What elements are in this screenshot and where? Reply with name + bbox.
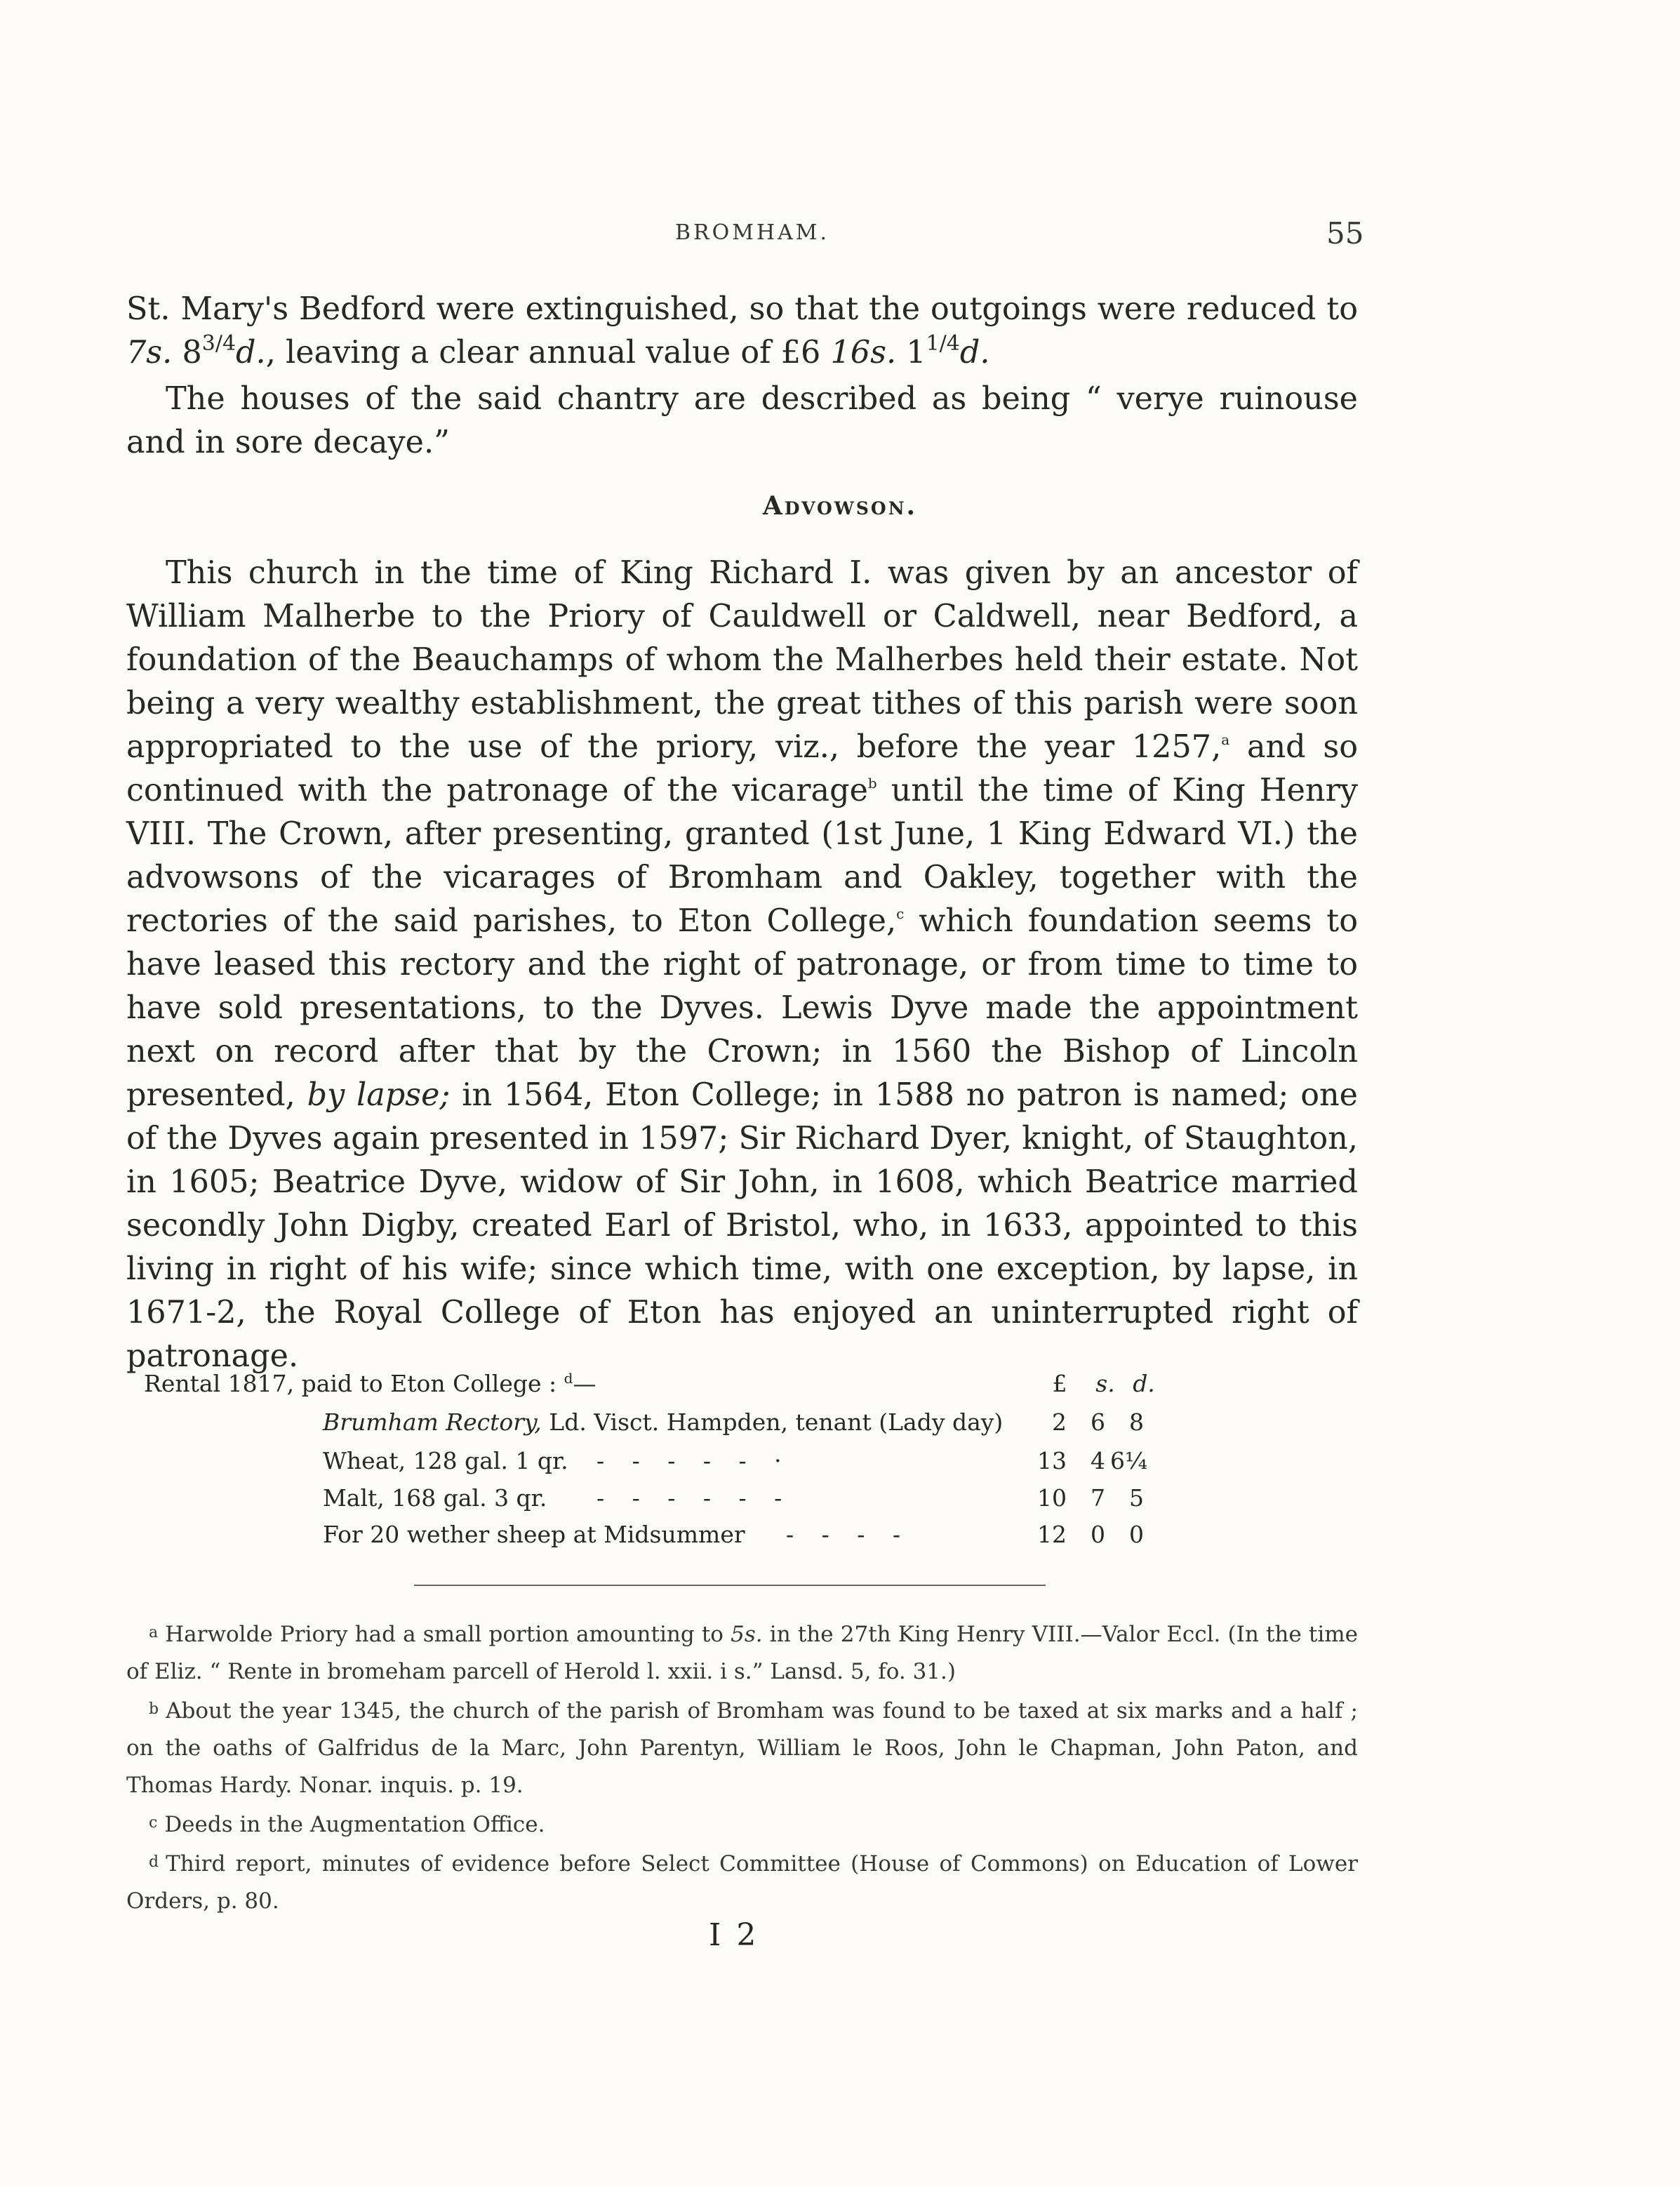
- signature-mark: I 2: [709, 1917, 759, 1953]
- footnote-ref-a: a: [1221, 731, 1230, 748]
- running-title: BROMHAM.: [675, 220, 830, 245]
- footnotes: [126, 1614, 1358, 1920]
- fraction-three-quarters: 3/4: [201, 331, 236, 356]
- rental-table: [0, 1370, 1680, 1552]
- rental-intro: Rental 1817, paid to Eton College : $^d$—: [144, 1370, 596, 1397]
- table-row: Malt, 168 gal. 3 qr. - - - - - - 10 7 5: [323, 1484, 1144, 1512]
- footnote-a: a Harwolde Priory had a small portion amounting to 5s. in the 27th King Henry VIII.—Valor Eccl. (In the time of Eliz. “ Rente in bromeham parcell of Herold l. xxii. i s.” Lansd. 5, fo. 31.): [126, 1622, 1358, 1684]
- column-head-pence: d.: [1133, 1370, 1155, 1397]
- column-head-pounds: £: [1052, 1370, 1067, 1397]
- paragraph-advowson: This church in the time of King Richard I. was given by an ancestor of William Malherbe to the Priory of Cauldwell or Caldwell, near Bedford, a foundation of the Beauchamps of whom the Malherbes held their estate. Not being a very wealthy establishment, the great tithes of this parish were soon appropriated to the use of the priory, viz., before the year 1257,$^a$ and so continued with the patronage of the vicarage$^b$ until the time of King Henry VIII. The Crown, after presenting, granted (1st June, 1 King Edward VI.) the advowsons of the vicarages of Bromham and Oakley, together with the rectories of the said parishes, to Eton College,$^c$ which foundation seems to have leased this rectory and the right of patronage, or from time to time to have sold presentations, to the Dyves. Lewis Dyve made the appointment next on record after that by the Crown; in 1560 the Bishop of Lincoln presented, by lapse; in 1564, Eton College; in 1588 no patron is named; one of the Dyves again presented in 1597; Sir Richard Dyer, knight, of Staughton, in 1605; Beatrice Dyve, widow of Sir John, in 1608, which Beatrice married secondly John Digby, created Earl of Bristol, who, in 1633, appointed to this living in right of his wife; since which time, with one exception, by lapse, in 1671-2, the Royal College of Eton has enjoyed an uninterrupted right of patronage.: [126, 555, 1359, 1374]
- footnote-b: b About the year 1345, the church of the parish of Bromham was found to be taxed at six marks and a half ; on the oaths of Galfridus de la Marc, John Parentyn, William le Roos, John le Chapman, John Paton, and Thomas Hardy. Nonar. inquis. p. 19.: [126, 1698, 1358, 1798]
- footnote-ref-b: b: [867, 775, 877, 792]
- page-number: 55: [1326, 216, 1364, 251]
- paragraph-continuation: St. Mary's Bedford were extinguished, so that the outgoings were reduced to 7s. $8^{3/4}d$., leaving a clear annual value of £6 16s. $1^{1/4}d$.: [126, 291, 1358, 371]
- section-heading-advowson: Advowson.: [762, 491, 918, 521]
- footnote-d: d Third report, minutes of evidence before Select Committee (House of Commons) on Education of Lower Orders, p. 80.: [126, 1851, 1358, 1914]
- paragraph-chantry-houses: The houses of the said chantry are described as being “ veryе ruinouse and in sore decaye.”: [126, 381, 1358, 460]
- footnote-ref-c: c: [896, 905, 905, 922]
- table-row: Wheat, 128 gal. 1 qr. - - - - - · 13 4 6¼: [323, 1447, 1147, 1474]
- running-head: [0, 216, 1680, 258]
- column-head-shillings: s.: [1095, 1370, 1115, 1397]
- table-row: For 20 wether sheep at Midsummer - - - - 12 0 0: [323, 1521, 1144, 1548]
- footnote-c: c Deeds in the Augmentation Office.: [149, 1812, 545, 1837]
- footnote-divider: [414, 1585, 1046, 1586]
- table-row: Brumham Rectory, Ld. Visct. Hampden, tenant (Lady day) 2 6 8: [323, 1408, 1144, 1436]
- fraction-one-quarter: 1/4: [926, 331, 960, 356]
